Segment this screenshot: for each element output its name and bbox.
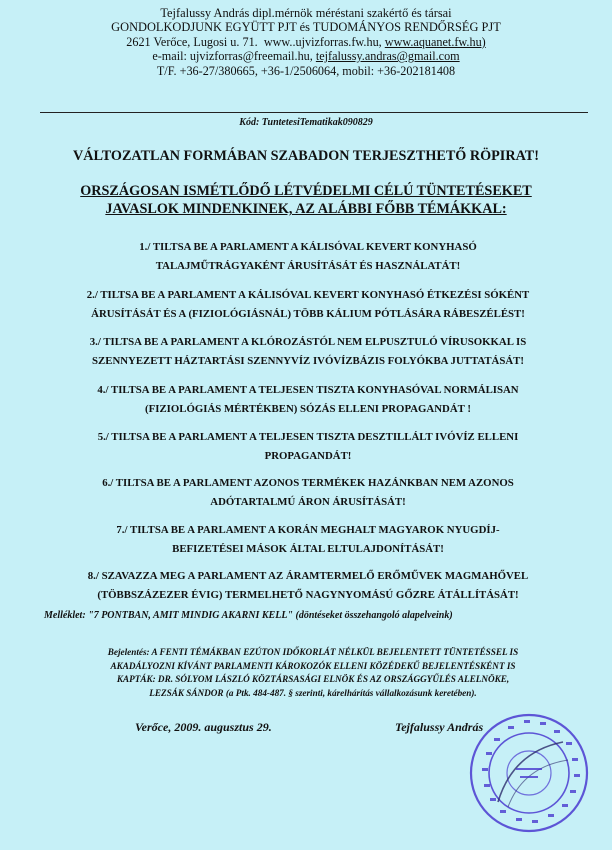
letterhead-author: Tejfalussy András dipl.mérnök méréstani szakértő és társai (160, 6, 452, 20)
headline-free-distribution: VÁLTOZATLAN FORMÁBAN SZABADON TERJESZTHETŐ RÖPIRAT! (73, 148, 539, 164)
letterhead-email-1: e-mail: ujvizforras@freemail.hu, (152, 49, 313, 64)
notification-line-4: LEZSÁK SÁNDOR (a Ptk. 484-487. § szerinti, kárelhárítás vállalkozásunk keretében). (149, 687, 477, 698)
demand-item-7-line-2: BEFIZETÉSEI MÁSOK ÁLTAL ELTULAJDONÍTÁSÁT! (172, 542, 444, 555)
demand-item-3 (28, 333, 588, 370)
demand-item-2-line-2: ÁRUSÍTÁSÁT ÉS A (FIZIOLÓGIÁSNÁL) TÖBB KÁLIUM PÓTLÁSÁRA RÁBESZÉLÉST! (91, 307, 525, 320)
attachment-note: Melléklet: "7 PONTBAN, AMIT MINDIG AKARNI KELL" (döntéseket összehangoló alapelveink) (44, 610, 453, 621)
demand-item-7 (28, 521, 588, 558)
demand-item-8 (28, 567, 588, 604)
demand-item-5-line-2: PROPAGANDÁT! (264, 449, 352, 462)
demand-item-6 (28, 474, 588, 511)
demand-item-4-line-2: (FIZIOLÓGIÁS MÉRTÉKBEN) SÓZÁS ELLENI PROPAGANDÁT ! (145, 402, 471, 415)
letterhead-org: GONDOLKODJUNK EGYÜTT PJT és TUDOMÁNYOS RENDŐRSÉG PJT (111, 20, 501, 35)
demand-item-8-line-1: 8./ SZAVAZZA MEG A PARLAMENT AZ ÁRAMTERMELŐ ERŐMŰVEK MAGMAHŐVEL (87, 570, 529, 582)
demand-item-1-line-1: 1./ TILTSA BE A PARLAMENT A KÁLISÓVAL KEVERT KONYHASÓ (139, 241, 477, 253)
headline-protest-line-1: ORSZÁGOSAN ISMÉTLŐDŐ LÉTVÉDELMI CÉLÚ TÜNTETÉSEKET (80, 183, 532, 199)
letterhead-email-2: tejfalussy.andras@gmail.com (315, 49, 460, 64)
place-and-date: Verőce, 2009. augusztus 29. (135, 720, 272, 734)
demand-item-1-line-2: TALAJMŰTRÁGYAKÉNT ÁRUSÍTÁSÁT ÉS HASZNÁLATÁT! (155, 259, 461, 272)
letterhead-phones: T/F. +36-27/380665, +36-1/2506064, mobil: +36-202181408 (156, 63, 456, 78)
demand-item-7-line-1: 7./ TILTSA BE A PARLAMENT A KORÁN MEGHALT MAGYAROK NYUGDÍJ- (116, 524, 500, 536)
demand-item-5 (28, 428, 588, 465)
demand-item-4 (28, 381, 588, 418)
letterhead-address: 2621 Verőce, Lugosi u. 71. (126, 34, 258, 49)
notification-line-1: Bejelentés: A FENTI TÉMÁKBAN EZÚTON IDŐKORLÁT NÉLKÜL BEJELENTETT TÜNTETÉSSEL IS (107, 647, 519, 657)
demand-item-4-line-1: 4./ TILTSA BE A PARLAMENT A TELJESEN TISZTA KONYHASÓVAL NORMÁLISAN (97, 384, 519, 396)
notification-line-2: AKADÁLYOZNI KÍVÁNT PARLAMENTI KÁROKOZÓK ELLENI KÖZÉDEKŰ BEJELENTÉSKÉNT IS (110, 660, 516, 671)
letterhead-address-line (0, 35, 612, 49)
demand-item-8-line-2: (TÖBBSZÁZEZER ÉVIG) TERMELHETŐ NAGYNYOMÁSÚ GŐZRE ÁTÁLLÍTÁSÁT! (97, 588, 519, 601)
letterhead (0, 6, 612, 78)
document-code: Kód: TuntetesiTematikak090829 (239, 117, 373, 128)
letterhead-website-2: www.aquanet.fw.hu) (384, 34, 486, 49)
headline-protest-line-2: JAVASLOK MINDENKINEK, AZ ALÁBBI FŐBB TÉMÁKKAL: (105, 201, 507, 217)
notification-paragraph (38, 646, 588, 700)
demand-item-6-line-1: 6./ TILTSA BE A PARLAMENT AZONOS TERMÉKEK HAZÁNKBAN NEM AZONOS (102, 477, 514, 489)
demand-item-5-line-1: 5./ TILTSA BE A PARLAMENT A TELJESEN TISZTA DESZTILLÁLT IVÓVÍZ ELLENI (97, 431, 519, 443)
demand-item-1 (28, 238, 588, 275)
demand-item-3-line-1: 3./ TILTSA BE A PARLAMENT A KLÓROZÁSTÓL NEM ELPUSZTULÓ VÍRUSOKKAL IS (89, 336, 527, 348)
letterhead-website-1: www..ujvizforras.fw.hu, (263, 34, 382, 49)
signer-name: Tejfalussy András (395, 720, 484, 734)
demand-item-2 (28, 286, 588, 323)
header-divider (40, 112, 588, 113)
official-stamp-icon (468, 712, 590, 834)
notification-line-3: KAPTÁK: DR. SÓLYOM LÁSZLÓ KÖZTÁRSASÁGI ELNÖK ÉS AZ ORSZÁGGYŰLÉS ALELNÖKE, (116, 674, 510, 684)
letterhead-email-line (0, 49, 612, 63)
demand-item-3-line-2: SZENNYEZETT HÁZTARTÁSI SZENNYVÍZ IVÓVÍZBÁZIS FOLYÓKBA JUTTATÁSÁT! (92, 354, 524, 367)
demand-item-6-line-2: ADÓTARTALMÚ ÁRON ÁRUSÍTÁSÁT! (210, 495, 406, 508)
headline-protest-topics (0, 182, 612, 218)
demand-item-2-line-1: 2./ TILTSA BE A PARLAMENT A KÁLISÓVAL KEVERT KONYHASÓ ÉTKEZÉSI SÓKÉNT (86, 289, 530, 301)
